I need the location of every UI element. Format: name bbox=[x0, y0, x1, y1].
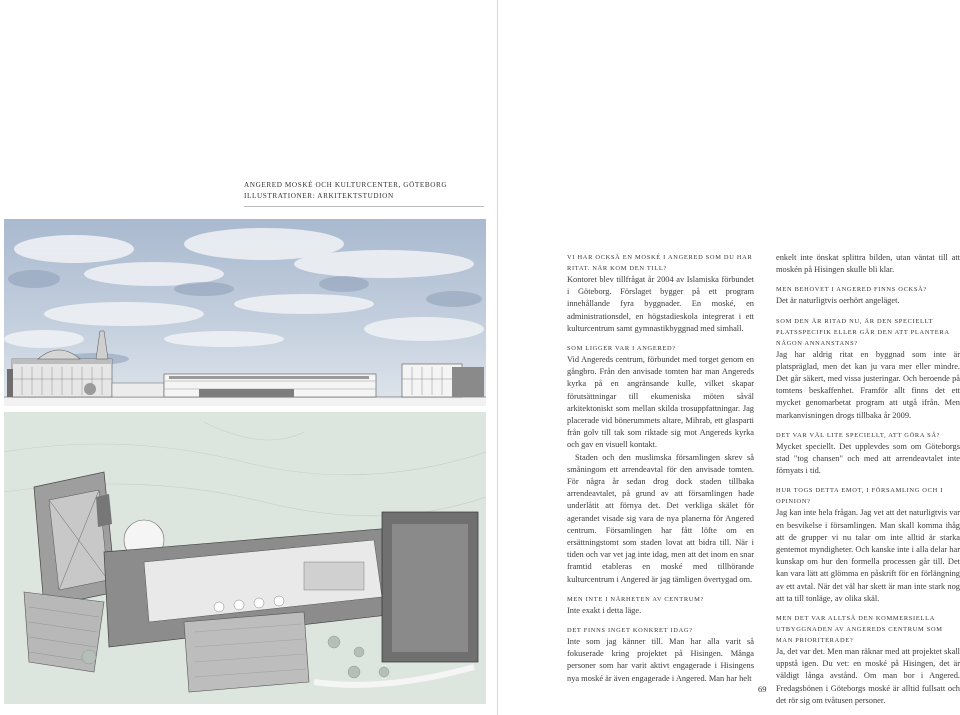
question-heading: SOM DEN ÄR RITAD NU, ÄR DEN SPECIELLT PLATSSPECIFIK ELLER GÅR DEN ATT PLANTERA NÅGON ANNANSTANS? bbox=[776, 317, 950, 347]
question-heading: VI HAR OCKSÅ EN MOSKÉ I ANGERED SOM DU HAR RITAT. NÄR KOM DEN TILL? bbox=[567, 254, 753, 272]
question-heading: DET VAR VÄL LITE SPECIELLT, ATT GÖRA SÅ? bbox=[776, 431, 941, 439]
question-heading: MEN BEHOVET I ANGERED FINNS OCKSÅ? bbox=[776, 286, 927, 294]
text-column-2 bbox=[776, 252, 960, 707]
answer-paragraph: Kontoret blev tillfrågat år 2004 av Islamiska förbundet i Göteborg. Förslaget bygger på ett program innehållande fyra byggnader. En moské, en administrationsdel, en högstadieskola integrerat i ett kulturcentrum samt gymnastikbyggnad med simhall. bbox=[567, 275, 754, 333]
answer-paragraph: Ja, det var det. Men man räknar med att projektet skall uppstå igen. Du vet: en moské på Hisingen, det är väldigt långa avstånd. Om man bor i Angered. Fredagsbönen i Göteborgs moské är alltid fullsatt och det rör sig om tvåtusen personer. bbox=[776, 647, 960, 705]
answer-paragraph: Inte exakt i detta läge. bbox=[567, 605, 642, 615]
elevation-drawing bbox=[4, 219, 486, 406]
question-heading: SOM LIGGER VAR I ANGERED? bbox=[567, 345, 676, 353]
question-heading: MEN INTE I NÄRHETEN AV CENTRUM? bbox=[567, 595, 705, 603]
text-column-1 bbox=[567, 252, 754, 685]
question-heading: DET FINNS INGET KONKRET IDAG? bbox=[567, 627, 693, 635]
figure-caption bbox=[244, 180, 447, 202]
answer-paragraph: Inte som jag känner till. Man har alla varit så fokuserade kring projektet på Hisingen. Många personer som har varit aktivt engagerade i Hisingens nya moské är även engagerade i Angered. Man har helt bbox=[567, 637, 754, 683]
answer-paragraph: Staden och den muslimska församlingen skrev så småningom ett arrendeavtal för den anvisade tomten. För några år sedan drog dock staden tillbaka arrendeavtalet, på grund av att församlingen hade underlåtit att förnya det. Det verkliga skälet för agerandet visade sig vara de nya planerna för Angered centrum. Församlingen har fått löfte om en ersättningstomt som staden lovat att bidra till. När i tiden och var vet jag inte idag, men att det inom en snar framtid etableras en moské med tillhörande kulturcentrum i Angered är jag tämligen övertygad om. bbox=[567, 452, 754, 584]
answer-paragraph: Jag kan inte hela frågan. Jag vet att det naturligtvis var en besvikelse i församlingen. Man skall komma ihåg att de grupper vi nu talar om inte alltid är starka gentemot myndigheter. Och kanske inte i alla delar har kunskap om hur den formella processen går till. Det kan vara lätt att glömma en påskrift för en förlängning av ett avtal. När det väl har skett är man inte stark nog att ta till tonläge, av olika skäl. bbox=[776, 508, 960, 603]
caption-line-2: ILLUSTRATIONER: ARKITEKTSTUDION bbox=[244, 192, 394, 200]
page-number: 69 bbox=[758, 684, 767, 694]
answer-paragraph: Jag har aldrig ritat en byggnad som inte är platspräglad, men det kan ju vara mer eller mindre. Det går säkert, med vissa justeringar. Och beroende på tomtens beskaffenhet. Framför allt finns det ett mycket genomarbetat program att utgå ifrån. Men markanvisningen drogs tillbaka år 2009. bbox=[776, 349, 960, 420]
caption-line-1: ANGERED MOSKÉ OCH KULTURCENTER, GÖTEBORG bbox=[244, 181, 448, 189]
question-heading: HUR TOGS DETTA EMOT, I FÖRSAMLING OCH I OPINION? bbox=[776, 487, 944, 506]
question-heading: MEN DET VAR ALLTSÅ DEN KOMMERSIELLA UTBYGGNADEN AV ANGEREDS CENTRUM SOM MAN PRIORITERADE? bbox=[776, 615, 943, 645]
caption-rule bbox=[244, 206, 484, 207]
answer-paragraph: Mycket speciellt. Det upplevdes som om Göteborgs stad "tog chansen" och med att arrendeavtalet inte förnyats i tid. bbox=[776, 441, 960, 476]
answer-paragraph: enkelt inte önskat splittra bilden, utan väntat till att moskén på Hisingen skulle bli klar. bbox=[776, 253, 960, 275]
answer-paragraph: Vid Angereds centrum, förbundet med torget genom en gångbro. Från den anvisade tomten har man Angereds kyrka på en angränsande kulle, vilket skapar förutsättningar till ekumeniska möten såväl arkitektoniskt som mellan skilda trosuppfattningar. Jag placerade vid bönerummets altare, Mihrab, ett glasparti från golv till tak som riktade sig mot Angereds kyrka och gav en visuell kontakt. bbox=[567, 355, 754, 450]
site-plan-drawing bbox=[4, 412, 486, 704]
answer-paragraph: Det är naturligtvis oerhört angeläget. bbox=[776, 296, 900, 306]
